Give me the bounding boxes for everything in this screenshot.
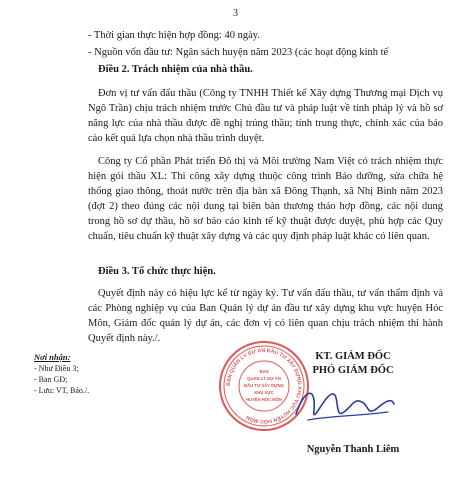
signature-title-line-2: PHÓ GIÁM ĐỐC (312, 365, 394, 376)
article-2-paragraph-2: Công ty Cổ phần Phát triển Đô thị và Môi trường Nam Việt có trách nhiệm thực hiện gói thầu XL: Thi công xây dựng thuộc công trình Bảo dưỡng, sửa chữa hệ thống giao thông, thoát nước trên địa bàn xã Đông Thạnh, xã Nhị Bình năm 2023 (đợt 2) theo đúng các nội dung tại biên bản thương thảo hợp đồng, các nội dung trong hồ sơ dự thầu, hồ sơ báo cáo kinh tế kỹ thuật được duyệt, phù hợp các Quy chuẩn, tiêu chuẩn kỹ thuật xây dựng và các quy định pháp luật khác có liên quan. (88, 156, 443, 242)
stamp-center-line: BAN (259, 369, 269, 374)
article-2-heading: Điều 2. Trách nhiệm của nhà thầu. (98, 64, 253, 75)
article-3-paragraph-1: Quyết định này có hiệu lực kể từ ngày ký. Tư vấn đấu thầu, tư vấn thẩm định và các Phòng nghiệp vụ của Ban Quản lý dự án đầu tư xây dựng khu vực huyện Hóc Môn, Giám đốc quản lý dự án, các đơn vị có liên quan chịu trách nhiệm thi hành Quyết định này./. (88, 288, 443, 344)
stamp-ring-text: BAN QUẢN LÝ DỰ ÁN ĐẦU TƯ XÂY DỰNG KHU VỰC HUYỆN HÓC MÔN (225, 347, 303, 425)
recipient-item: - Ban GĐ; (34, 375, 68, 384)
recipient-item: - Lưu: VT, Bảo./. (34, 386, 90, 395)
article-2-paragraph-1: Đơn vị tư vấn đấu thầu (Công ty TNHH Thiết kế Xây dựng Thương mại Dịch vụ Ngô Trần) chịu trách nhiệm trước Chủ đầu tư và pháp luật về tính pháp lý và hồ sơ năng lực của nhà thầu được đề nghị trúng thầu; tính trung thực, chính xác của báo cáo kết quả lựa chọn nhà thầu trình duyệt. (88, 88, 443, 144)
stamp-center-line: ĐẦU TƯ XÂY DỰNG (244, 383, 284, 388)
bullet-funding-source: - Nguồn vốn đầu tư: Ngân sách huyện năm 2023 (các hoạt động kinh tế (88, 47, 389, 58)
stamp-center-line: QUẢN LÝ DỰ ÁN (247, 376, 281, 381)
stamp-center-line: HUYỆN HÓC MÔN (245, 397, 283, 402)
handwritten-signature (288, 376, 398, 436)
recipients-title: Nơi nhận: (34, 352, 71, 362)
stamp-center-line: KHU VỰC (254, 390, 274, 395)
bullet-contract-duration: - Thời gian thực hiện hợp đồng: 40 ngày. (88, 30, 260, 41)
recipient-item: - Như Điều 3; (34, 364, 79, 373)
signer-name: Nguyễn Thanh Liêm (306, 444, 400, 455)
recipients-block (34, 352, 89, 396)
page-number: 3 (233, 8, 238, 19)
article-3-heading: Điều 3. Tổ chức thực hiện. (98, 266, 216, 277)
signature-title-line-1: KT. GIÁM ĐỐC (315, 351, 391, 362)
contract-bullets (88, 27, 448, 61)
